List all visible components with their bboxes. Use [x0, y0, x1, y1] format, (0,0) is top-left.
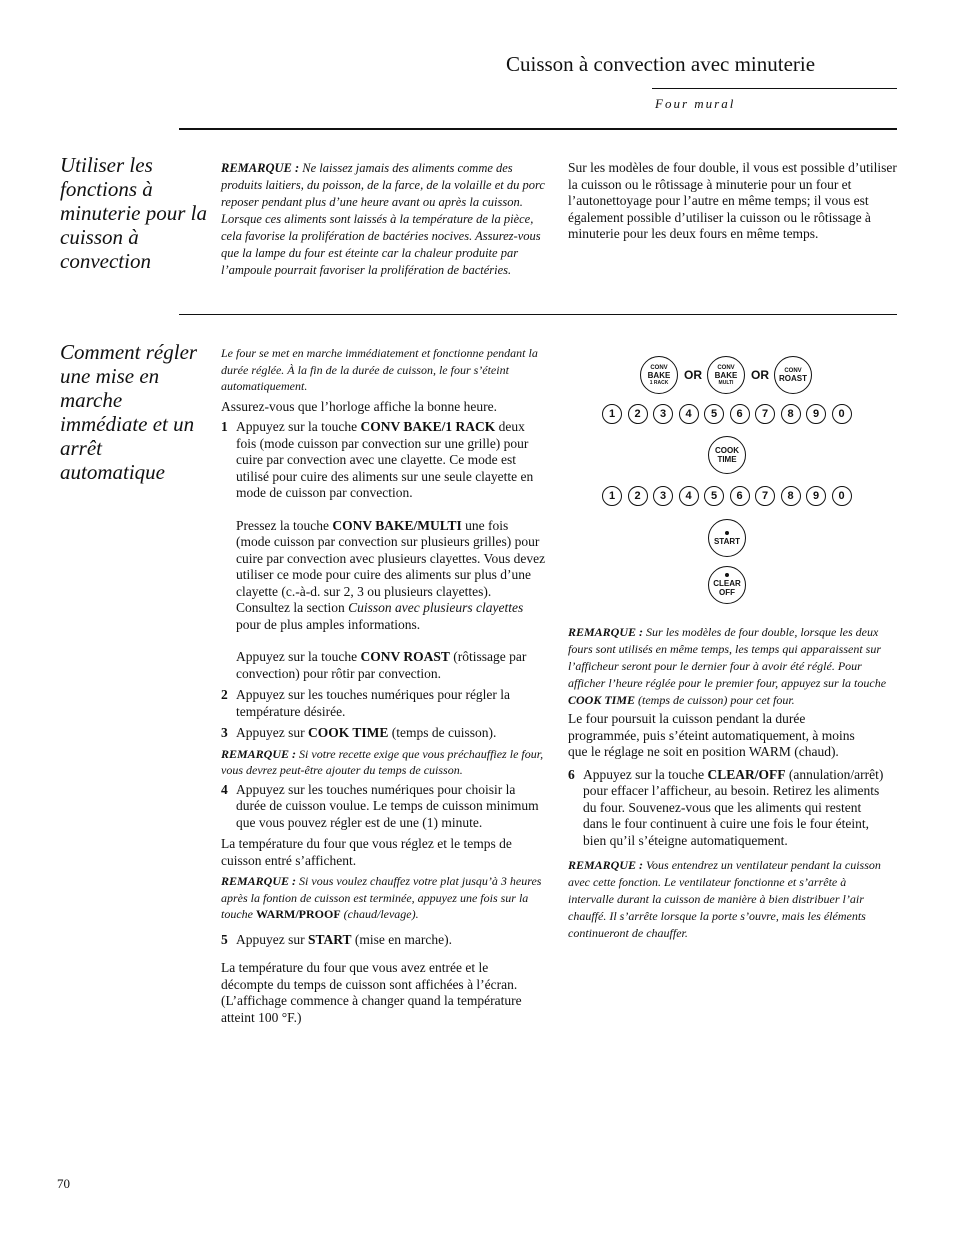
header-short-rule — [652, 88, 897, 89]
section2-left-column — [221, 345, 546, 1026]
digit-key-2: 2 — [628, 486, 648, 506]
digit-key-8: 8 — [781, 486, 801, 506]
section1-note — [221, 160, 551, 279]
digit-key-0: 0 — [832, 486, 852, 506]
temp-display-text: La température du four que vous réglez et le temps de cuisson entré s’affichent. — [221, 836, 512, 868]
section2-right-column — [568, 624, 888, 942]
clear-off-key: CLEAR OFF — [708, 566, 746, 604]
digit-key-2: 2 — [628, 404, 648, 424]
digit-key-5: 5 — [704, 404, 724, 424]
conv-bake-1rack-key: CONV BAKE 1 RACK — [640, 356, 678, 394]
digit-key-3: 3 — [653, 404, 673, 424]
digit-key-9: 9 — [806, 486, 826, 506]
or-label: OR — [684, 368, 702, 382]
step-2: 2 Appuyez sur les touches numériques pour régler la température désirée. — [221, 687, 511, 719]
digit-key-4: 4 — [679, 404, 699, 424]
digit-key-3: 3 — [653, 486, 673, 506]
step-number: 1 — [221, 419, 228, 434]
or-label: OR — [751, 368, 769, 382]
digit-key-7: 7 — [755, 404, 775, 424]
digit-key-9: 9 — [806, 404, 826, 424]
digit-key-7: 7 — [755, 486, 775, 506]
step-1a: Appuyez sur la touche CONV BAKE/1 RACK deux fois (mode cuisson par convection sur une grille) pour cuire par convection avec une clayette. Ce mode est utilisé pour cuire des aliments sur une seule clayette en mode de cuisson par convection. — [236, 419, 534, 500]
cook-time-key: COOK TIME — [708, 436, 746, 474]
digit-key-6: 6 — [730, 486, 750, 506]
note-preheat: REMARQUE : Si votre recette exige que vous préchauffiez le four, vous devrez peut-être ajouter du temps de cuisson. — [221, 746, 544, 777]
section-rule — [179, 314, 897, 315]
digit-key-0: 0 — [832, 404, 852, 424]
digit-key-8: 8 — [781, 404, 801, 424]
section1-right-text: Sur les modèles de four double, il vous est possible d’utiliser la cuisson ou le rôtissage à minuterie pour un four et l’autonettoyage pour l’autre en même temps; il vous est également possible d’utiliser la cuisson ou le rôtissage à minuterie pour les deux fours en même temps. — [568, 160, 897, 241]
step-4: 4 Appuyez sur les touches numériques pour choisir la durée de cuisson voulue. Le temps de cuisson minimum que vous pouvez régler est de une (1) minute. — [221, 781, 539, 830]
page-number: 70 — [57, 1176, 70, 1191]
section2-heading: Comment régler une mise en marche immédiate et un arrêt automatique — [60, 340, 198, 484]
conv-bake-multi-key: CONV BAKE MULTI — [707, 356, 745, 394]
section1-heading: Utiliser les fonctions à minuterie pour la cuisson à convection — [60, 153, 207, 273]
digit-key-1: 1 — [602, 404, 622, 424]
digit-key-1: 1 — [602, 486, 622, 506]
step-5: 5 Appuyez sur START (mise en marche). — [221, 931, 452, 947]
final-text: La température du four que vous avez entrée et le décompte du temps de cuisson sont affichées à l’écran. (L’affichage commence à changer quand la température atteint 100 °F.) — [221, 960, 522, 1025]
note-double-oven: REMARQUE : Sur les modèles de four double, lorsque les deux fours sont utilisés en même temps, les temps qui apparaissent sur l’afficheur seront pour le dernier four à avoir été réglé. Pour afficher l’heure réglée pour le premier four, appuyez sur la touche COOK TIME (temps de cuisson) pour cet four. — [568, 625, 887, 707]
digit-key-4: 4 — [679, 486, 699, 506]
header-rule — [179, 128, 897, 130]
page-subtitle: Four mural — [655, 96, 736, 111]
conv-roast-key: CONV ROAST — [774, 356, 812, 394]
step-1b: Pressez la touche CONV BAKE/MULTI une fois (mode cuisson par convection sur plusieurs grilles) pour cuire par convection avec plusieurs clayettes. Vous devez utiliser ce mode pour cuire des aliments sur plus d’une clayette (c.-à-d. sur 2, 3 ou plusieurs clayettes). Consultez la section Cuisson avec plusieurs clayettes pour de plus amples informations. — [236, 517, 546, 632]
intro-note: Le four se met en marche immédiatement et fonctionne pendant la durée réglée. À la fin de la durée de cuisson, le four s’éteint automatiquement. — [221, 346, 538, 393]
note-label: REMARQUE : — [221, 161, 300, 175]
note-warm: REMARQUE : Si vous voulez chauffez votre plat jusqu’à 3 heures après la fontion de cuisson est terminée, appuyez une fois sur la touche WARM/PROOF (chaud/levage). — [221, 874, 542, 921]
step-1 — [221, 419, 546, 682]
start-key: START — [708, 519, 746, 557]
step-3: 3 Appuyez sur COOK TIME (temps de cuisson). — [221, 725, 497, 740]
keypad-illustration — [600, 352, 860, 612]
continue-text: Le four poursuit la cuisson pendant la durée programmée, puis s’éteint automatiquement, à moins que le réglage ne soit en position WARM (chaud). — [568, 711, 855, 759]
page-title: Cuisson à convection avec minuterie — [506, 52, 816, 76]
clock-check: Assurez-vous que l’horloge affiche la bonne heure. — [221, 398, 498, 414]
digit-key-6: 6 — [730, 404, 750, 424]
step-6: 6 Appuyez sur la touche CLEAR/OFF (annulation/arrêt) pour effacer l’afficheur, au besoin. Retirez les aliments du four. Souvenez-vous que les aliments qui restent dans le four continuent à cuire une fois le four éteint, bien qu’il s’éteigne automatiquement. — [568, 766, 884, 848]
step-1c: Appuyez sur la touche CONV ROAST (rôtissage par convection) pour rôtir par convection. — [236, 649, 527, 681]
note-fan: REMARQUE : Vous entendrez un ventilateur pendant la cuisson avec cette fonction. Le ventilateur fonctionne et s’arrête à intervalle durant la cuisson de manière à bien distribuer l’air chauffé. Il s’arrête lorsque la porte s’ouvre, mais les éléments continueront de chauffer. — [568, 858, 881, 940]
digit-key-5: 5 — [704, 486, 724, 506]
note-text: Ne laissez jamais des aliments comme des produits laitiers, du poisson, de la farce, de la volaille et du porc reposer pendant plus d’une heure avant ou après la cuisson. Lorsque ces aliments sont laissés à la température de la pièce, cela favorise la prolifération de bactéries nocives. Assurez-vous que la lampe du four est éteinte car la chaleur produite par l’ampoule pourrait favoriser la prolifération de bactéries. — [221, 161, 545, 277]
